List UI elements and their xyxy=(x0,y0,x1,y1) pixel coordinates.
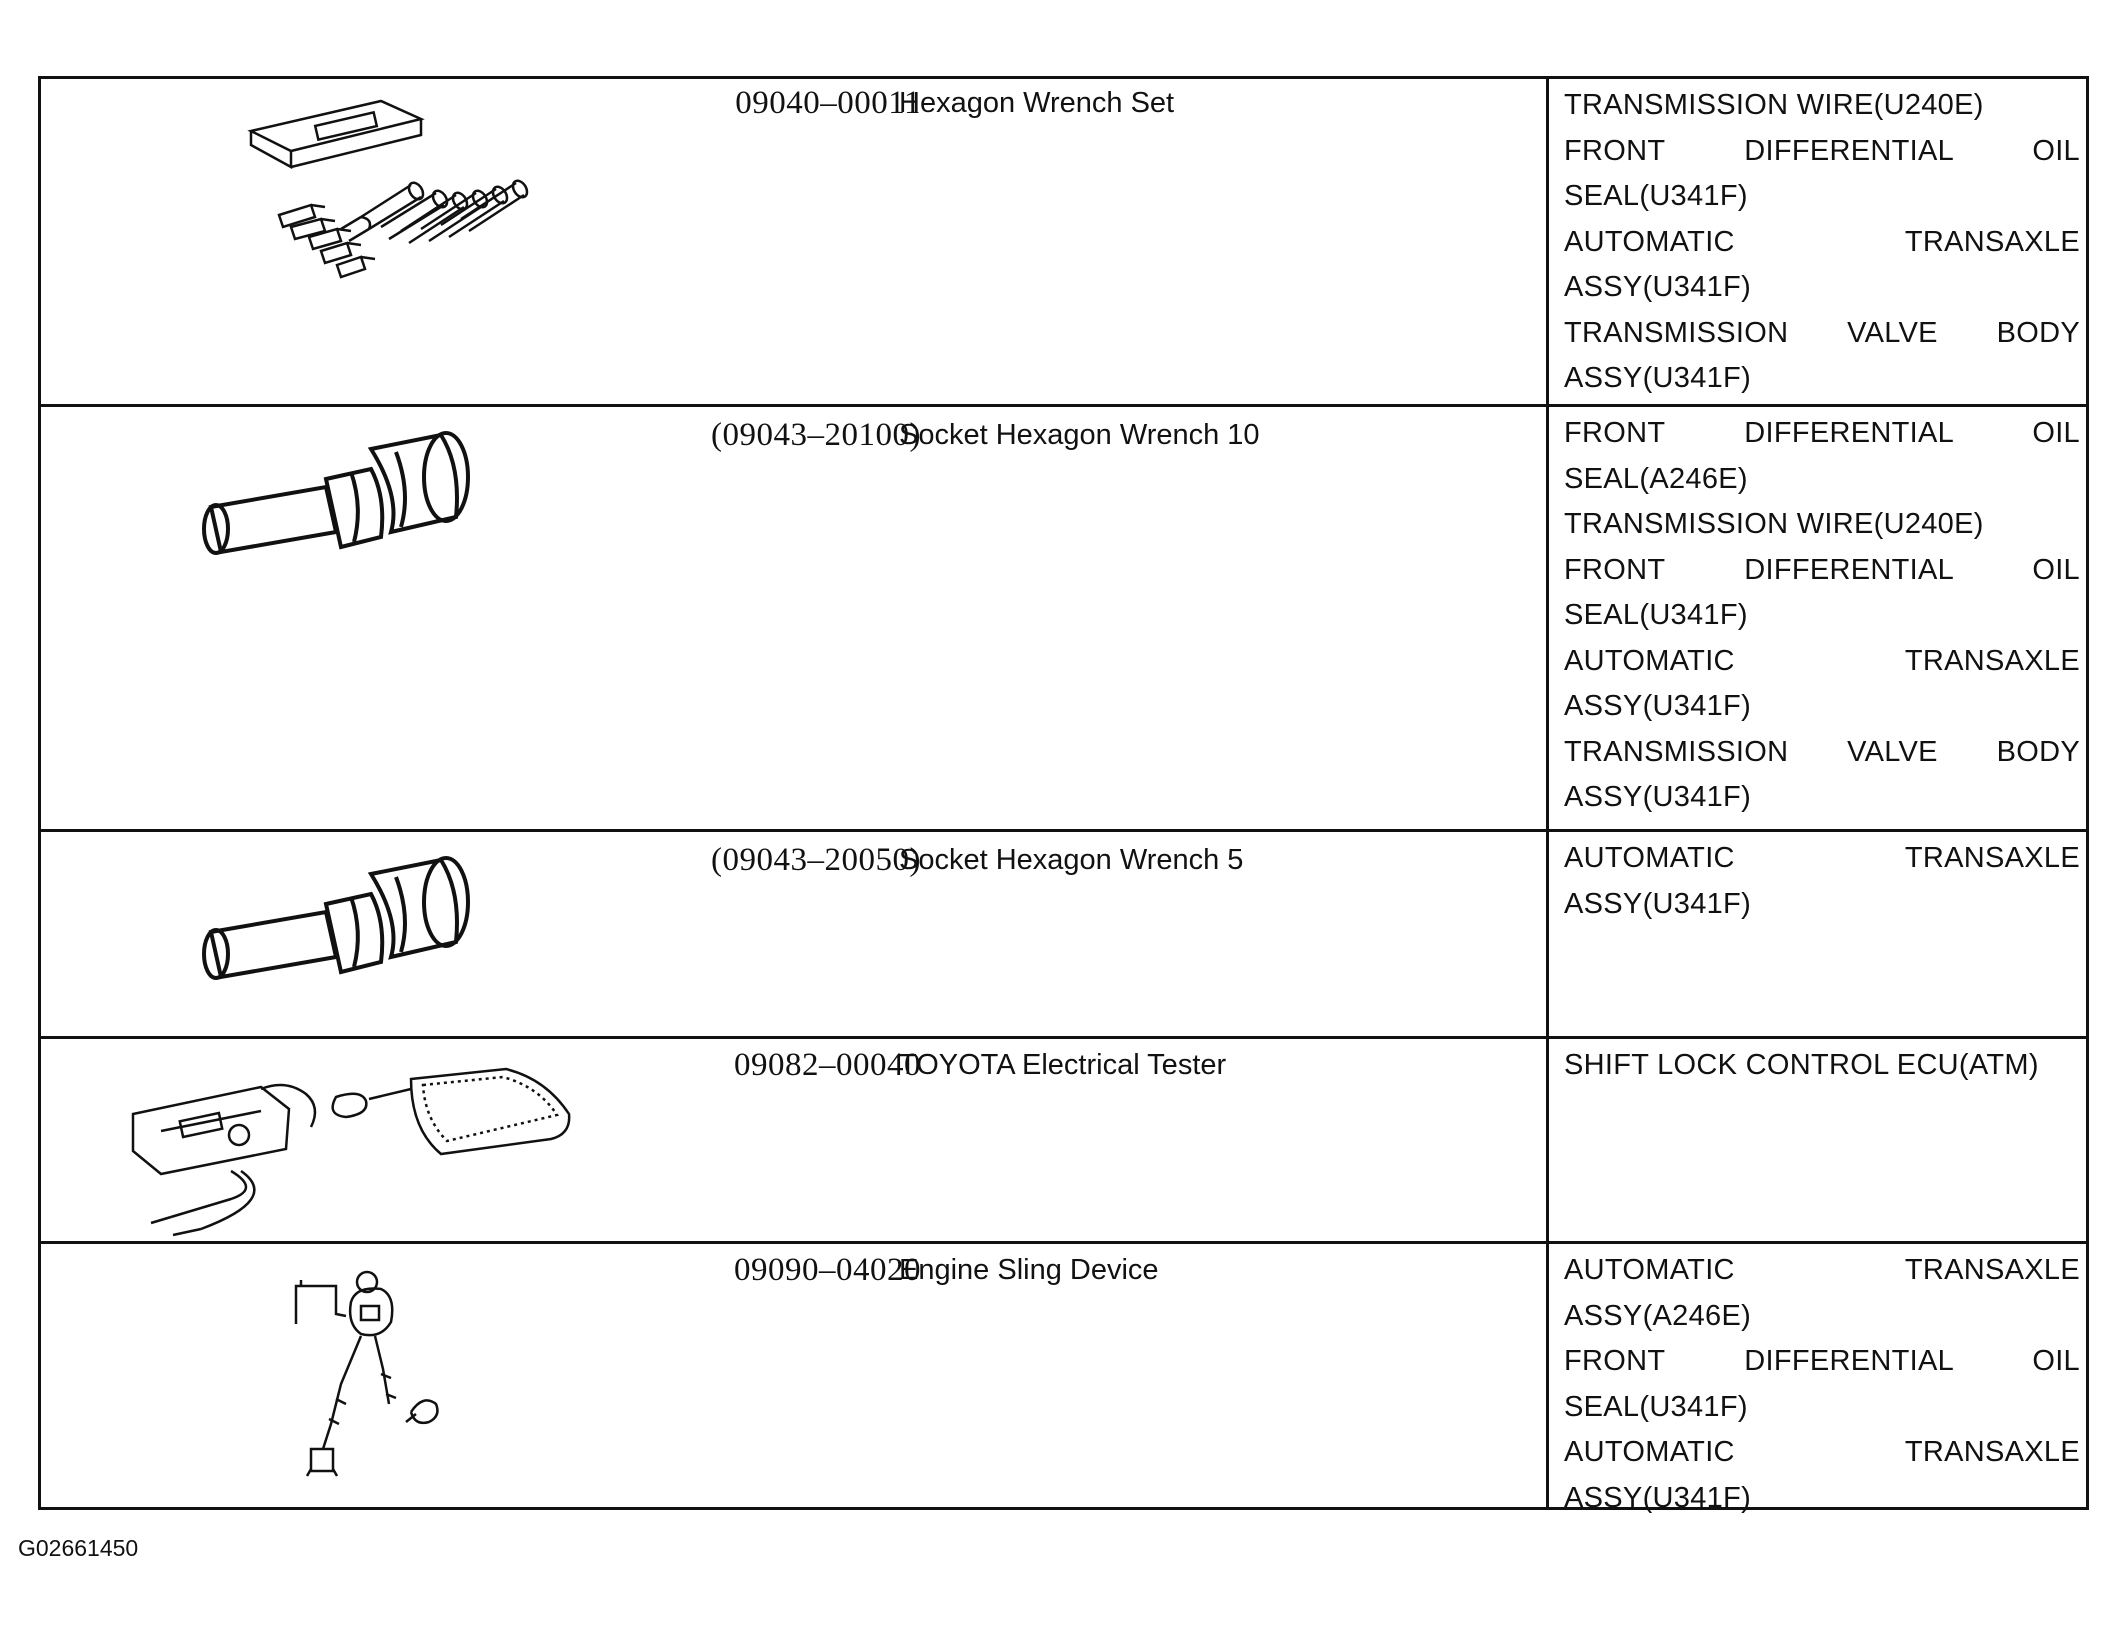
socket-hexagon-wrench-icon xyxy=(111,407,571,707)
figure-id: G02661450 xyxy=(18,1535,139,1561)
table-row xyxy=(41,404,2086,829)
part-number: 09082–00040 xyxy=(734,1047,921,1083)
table-row xyxy=(41,79,2086,404)
tool-name: Engine Sling Device xyxy=(899,1254,1159,1286)
usage-item: FRONT DIFFERENTIAL OIL SEAL(U341F) xyxy=(1564,134,2080,212)
usage-item: TRANSMISSION WIRE(U240E) xyxy=(1564,508,1984,540)
tool-name: Hexagon Wrench Set xyxy=(899,87,1175,119)
socket-hexagon-wrench-icon xyxy=(111,832,571,1032)
table-row xyxy=(41,1036,2086,1241)
usage-item: AUTOMATIC TRANSAXLE ASSY(U341F) xyxy=(1564,842,2080,920)
part-number: (09043–20050) xyxy=(711,842,921,878)
usage-item: AUTOMATIC TRANSAXLE ASSY(U341F) xyxy=(1564,1436,2080,1514)
usage-item: FRONT DIFFERENTIAL OIL SEAL(A246E) xyxy=(1564,417,2080,495)
part-number: (09043–20100) xyxy=(711,417,921,453)
usage-cell xyxy=(1546,79,2092,404)
usage-item: TRANSMISSION VALVE BODY ASSY(U341F) xyxy=(1564,735,2080,813)
tool-name: Socket Hexagon Wrench 10 xyxy=(899,419,1260,451)
usage-item: SHIFT LOCK CONTROL ECU(ATM) xyxy=(1564,1049,2039,1081)
usage-item: AUTOMATIC TRANSAXLE ASSY(U341F) xyxy=(1564,644,2080,722)
usage-item: FRONT DIFFERENTIAL OIL SEAL(U341F) xyxy=(1564,1345,2080,1423)
usage-cell xyxy=(1546,1039,2092,1241)
electrical-tester-icon xyxy=(111,1039,591,1239)
tool-name: Socket Hexagon Wrench 5 xyxy=(899,844,1244,876)
hexagon-wrench-set-icon xyxy=(111,79,571,379)
usage-cell xyxy=(1546,832,2092,1036)
usage-item: TRANSMISSION VALVE BODY ASSY(U341F) xyxy=(1564,316,2080,394)
usage-item: FRONT DIFFERENTIAL OIL SEAL(U341F) xyxy=(1564,553,2080,631)
tool-name: TOYOTA Electrical Tester xyxy=(899,1049,1227,1081)
part-number: 09040–00011 xyxy=(735,85,921,121)
table-row xyxy=(41,829,2086,1036)
table-row xyxy=(41,1241,2086,1514)
usage-cell xyxy=(1546,407,2092,829)
part-number: 09090–04020 xyxy=(734,1252,921,1288)
usage-item: AUTOMATIC TRANSAXLE ASSY(U341F) xyxy=(1564,225,2080,303)
usage-item: TRANSMISSION WIRE(U240E) xyxy=(1564,89,1984,121)
special-service-tools-table xyxy=(38,76,2089,1514)
usage-cell xyxy=(1546,1244,2092,1514)
usage-item: AUTOMATIC TRANSAXLE ASSY(A246E) xyxy=(1564,1254,2080,1332)
engine-sling-device-icon xyxy=(111,1244,571,1504)
